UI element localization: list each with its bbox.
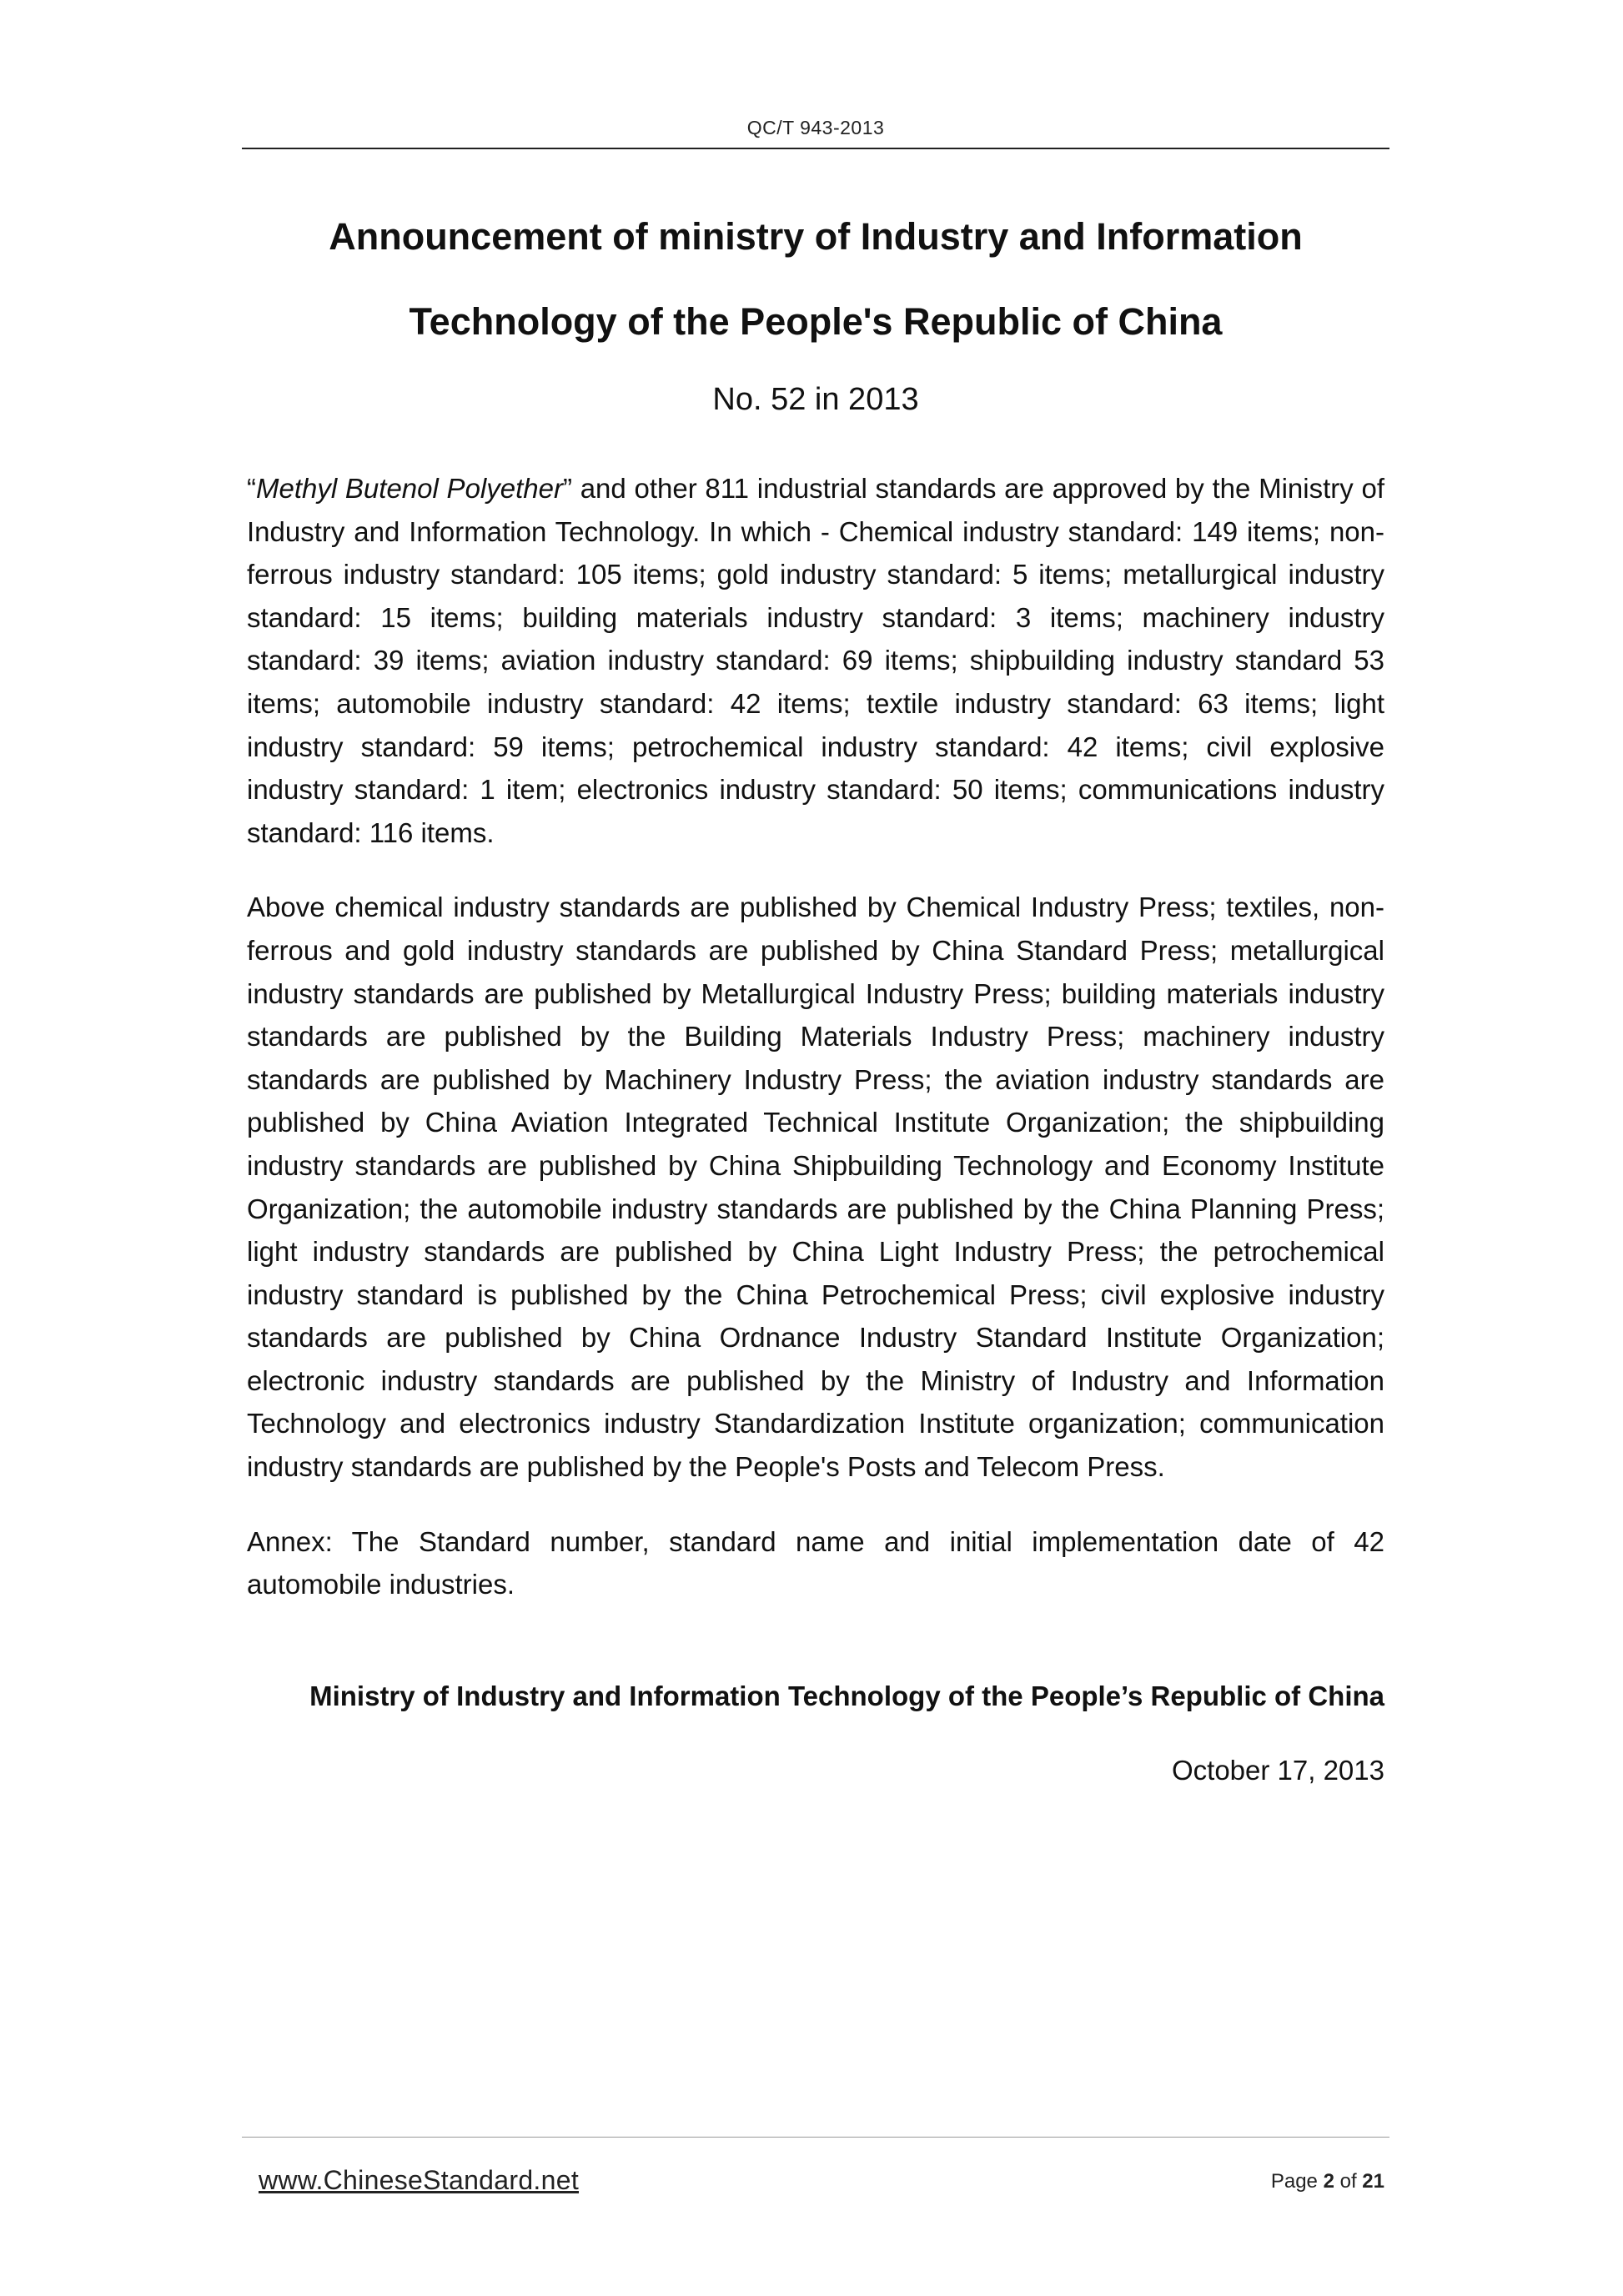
page-number [1271, 2170, 1384, 2193]
paragraph-publishers: Above chemical industry standards are published by Chemical Industry Press; textiles, non-ferrous and gold industry standards are published by China Standard Press; metallurgical industry standards are published by Metallurgical Industry Press; building materials industry standards are published by the Building Materials Industry Press; machinery industry standards are published by Machinery Industry Press; the aviation industry standards are published by China Aviation Integrated Technical Institute Organization; the shipbuilding industry standards are published by China Shipbuilding Technology and Economy Institute Organization; the automobile industry standards are published by the China Planning Press; light industry standards are published by China Light Industry Press; the petrochemical industry standard is published by the China Petrochemical Press; civil explosive industry standards are published by China Ordnance Industry Standard Institute Organization; electronic industry standards are published by the Ministry of Industry and Information Technology and electronics industry Standardization Institute organization; communication industry standards are published by the People's Posts and Telecom Press. [247, 892, 1384, 1483]
page-title-line-1: Announcement of ministry of Industry and Information [329, 215, 1303, 258]
footer-divider [242, 2137, 1389, 2138]
announcement-body [247, 467, 1384, 1638]
announcement-number: No. 52 in 2013 [712, 382, 919, 417]
page-current: 2 [1323, 2170, 1334, 2193]
issue-date: October 17, 2013 [1171, 1755, 1384, 1786]
paragraph-approved-standards [247, 467, 1384, 854]
standard-name-italic: Methyl Butenol Polyether [256, 473, 563, 504]
close-quote: ” [562, 473, 572, 504]
header-divider [242, 148, 1389, 149]
issuer-signature: Ministry of Industry and Information Technology of the People’s Republic of China [309, 1681, 1384, 1711]
page-total: 21 [1362, 2170, 1384, 2193]
website-link[interactable]: www.ChineseStandard.net [259, 2165, 580, 2195]
page-of: of [1339, 2170, 1357, 2193]
page-title-line-2: Technology of the People's Republic of China [409, 300, 1223, 343]
document-code: QC/T 943-2013 [746, 117, 885, 138]
page-word: Page [1270, 2170, 1318, 2193]
open-quote: “ [247, 473, 256, 504]
paragraph-annex: Annex: The Standard number, standard name and initial implementation date of 42 automobile industries. [247, 1525, 1384, 1600]
paragraph-approved-standards-text: and other 811 industrial standards are approved by the Ministry of Industry and Information Technology. In which - Chemical industry standard: 149 items; non-ferrous industry standard: 105 items; gold industry standard: 5 items; metallurgical industry standard: 15 items; building materials industry standard: 3 items; machinery industry standard: 39 items; aviation industry standard: 69 items; shipbuilding industry standard 53 items; automobile industry standard: 42 items; textile industry standard: 63 items; light industry standard: 59 items; petrochemical industry standard: 42 items; civil explosive industry standard: 1 item; electronics industry standard: 50 items; communications industry standard: 116 items. [247, 473, 1384, 848]
